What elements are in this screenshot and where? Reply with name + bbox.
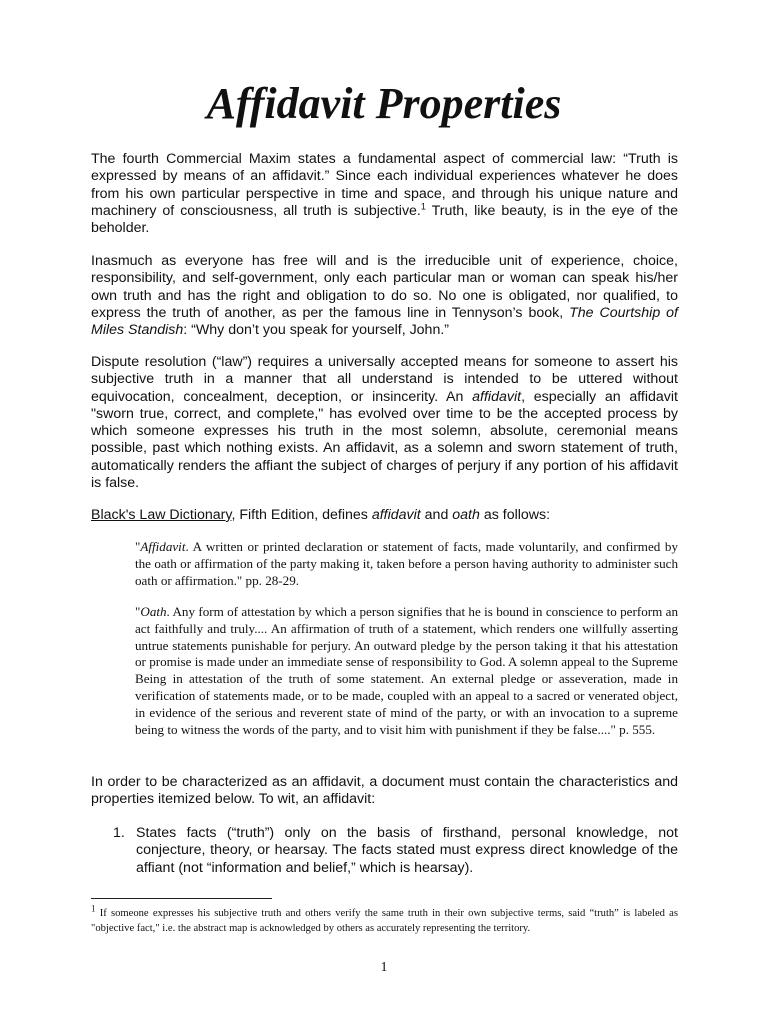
emphasis-term: affidavit	[371, 507, 421, 523]
paragraph-text: , especially an affidavit "sworn true, correct, and complete," has evolved over time to be the accepted process by which someone expresses his truth in the most solemn, absolute, ceremonial means possible, past which nothing exists. An affidavit, as a solemn and sworn statement of truth, automatically renders the affiant the subject of charges of perjury if any portion of his affidavit is false.	[91, 388, 678, 492]
dictionary-citation: Black's Law Dictionary	[91, 507, 232, 523]
quote-text: . Any form of attestation by which a person signifies that he is bound in conscience to perform an act faithfully and truly.... An affirmation of truth of a statement, which renders one willfully asserting untrue statements punishable for perjury. An outward pledge by the person taking it that his attestation or promise is made under an immediate sense of responsibility to God. A solemn appeal to the Supreme Being in attestation of the truth of some statement. An external pledge or asseveration, made in verification of statements made, or to be made, coupled with an appeal to a sacred or venerated object, in evidence of the serious and reverent state of mind of the party, or with an invocation to a supreme being to witness the words of the party, and to visit him with punishment if they be false...." p. 555.	[135, 604, 678, 737]
quote-affidavit-definition	[135, 539, 678, 589]
emphasis-term: oath	[452, 507, 480, 523]
page-title: Affidavit Properties	[206, 79, 562, 128]
defined-term: Affidavit	[140, 539, 186, 554]
paragraph-text: as follows:	[479, 507, 551, 523]
list-number: 1.	[113, 825, 125, 841]
paragraph-dispute-resolution	[91, 354, 678, 492]
list-item	[113, 825, 678, 877]
quote-mark: "	[135, 539, 141, 554]
list-text: States facts (“truth”) only on the basis of firsthand, personal knowledge, not conjecture, theory, or hearsay. The facts stated must express direct knowledge of the affiant (not “information and belief,” which is hearsay).	[136, 825, 678, 876]
quote-oath-definition	[135, 604, 678, 738]
footnote-text: If someone expresses his subjective truth and others verify the same truth in their own subjective terms, said “truth” is labeled as "objective fact," i.e. the abstract map is acknowledged by others as accurately representing the territory.	[91, 908, 678, 935]
paragraph-text: Truth, like beauty, is in the eye of the beholder.	[91, 202, 678, 237]
book-title: The Courtship of Miles Standish	[91, 304, 678, 339]
page-number: 1	[380, 960, 388, 975]
paragraph-text: The fourth Commercial Maxim states a fundamental aspect of commercial law: “Truth is expressed by means of an affidavit.” Since each individual experiences whatever he does from his own particular perspective in time and space, and through his unique nature and machinery of consciousness, all truth is subjective.	[91, 151, 678, 219]
emphasis-term: affidavit	[472, 388, 522, 405]
quote-mark: "	[135, 604, 141, 619]
paragraph-text: : “Why don’t you speak for yourself, John.”	[183, 322, 450, 339]
footnote	[91, 903, 678, 936]
paragraph-text: Dispute resolution (“law”) requires a universally accepted means for someone to assert his subjective truth in a manner that all understand is intended to be uttered without equivocation, concealment, deception, or insincerity. An	[91, 354, 678, 405]
paragraph-blacks-law	[91, 507, 678, 524]
paragraph-commercial-maxim	[91, 151, 678, 237]
defined-term: Oath	[140, 604, 167, 619]
footnote-reference[interactable]: 1	[420, 201, 426, 212]
paragraph-text: and	[420, 507, 453, 523]
paragraph-free-will	[91, 253, 678, 339]
paragraph-characteristics: In order to be characterized as an affidavit, a document must contain the characteristics and properties itemized below. To wit, an affidavit:	[91, 774, 678, 808]
footnote-marker: 1	[91, 903, 96, 914]
paragraph-text: , Fifth Edition, defines	[231, 507, 372, 523]
quote-text: . A written or printed declaration or statement of facts, made voluntarily, and confirmed by the oath or affirmation of the party making it, taken before a person having authority to administer such oath or affirmation." pp. 28-29.	[135, 539, 678, 588]
footnote-divider	[91, 898, 272, 899]
paragraph-text: Inasmuch as everyone has free will and is the irreducible unit of experience, choice, responsibility, and self-government, only each particular man or woman can speak his/her own truth and has the right and obligation to do so. No one is obligated, nor qualified, to express the truth of another, as per the famous line in Tennyson’s book,	[91, 253, 678, 321]
